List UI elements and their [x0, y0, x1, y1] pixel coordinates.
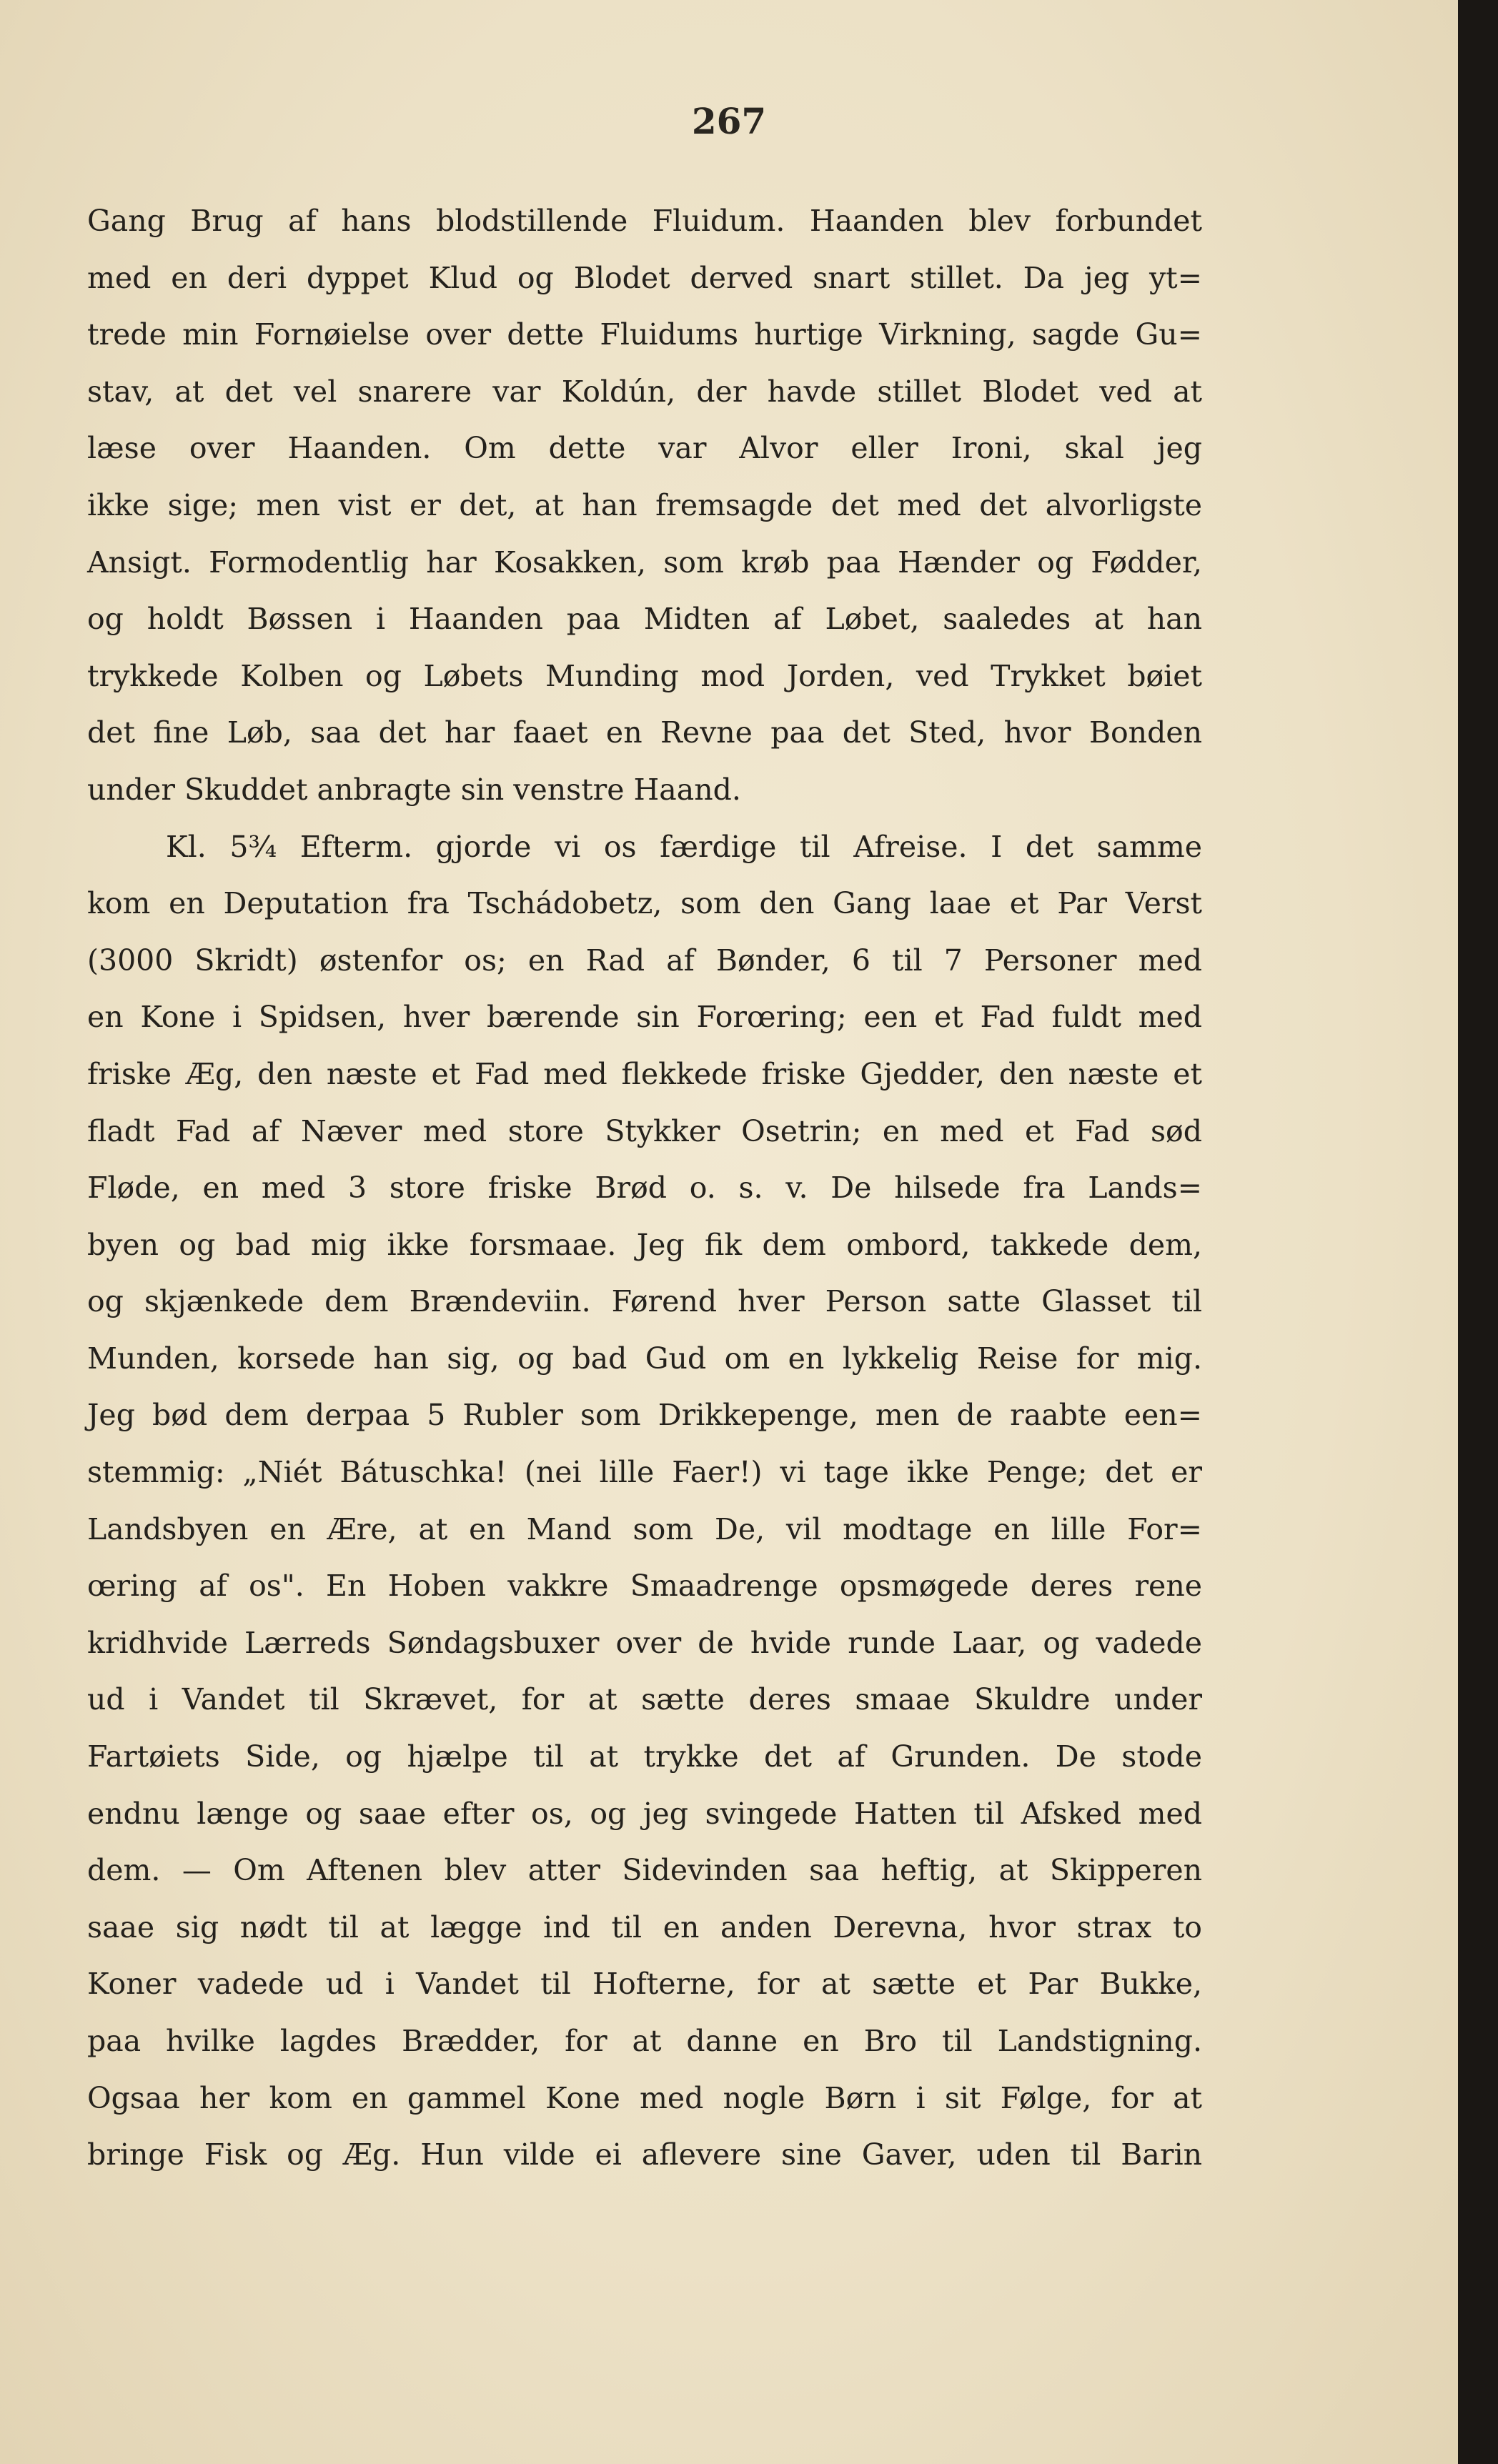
text-line: Fløde, en med 3 store friske Brød o. s. v. De hilsede fra Lands=	[87, 1171, 1202, 1206]
body-text	[87, 193, 1202, 2184]
text-line: bringe Fisk og Æg. Hun vilde ei aflevere sine Gaver, uden til Barin	[87, 2137, 1202, 2172]
text-line: og skjænkede dem Brændeviin. Førend hver Person satte Glasset til	[87, 1284, 1202, 1319]
text-line: Gang Brug af hans blodstillende Fluidum. Haanden blev forbundet	[87, 204, 1202, 238]
text-line: dem. — Om Aftenen blev atter Sidevinden saa heftig, at Skipperen	[87, 1853, 1202, 1888]
text-line: kridhvide Lærreds Søndagsbuxer over de hvide runde Laar, og vadede	[87, 1625, 1202, 1660]
text-line: læse over Haanden. Om dette var Alvor eller Ironi, skal jeg	[87, 431, 1202, 466]
text-line: saae sig nødt til at lægge ind til en anden Derevna, hvor strax to	[87, 1909, 1202, 1944]
text-line: œring af os". En Hoben vakkre Smaadrenge opsmøgede deres rene	[87, 1569, 1202, 1604]
text-line: friske Æg, den næste et Fad med flekkede friske Gjedder, den næste et	[87, 1056, 1202, 1091]
text-line: ikke sige; men vist er det, at han fremsagde det med det alvorligste	[87, 487, 1202, 522]
text-line: Kl. 5¾ Efterm. gjorde vi os færdige til Afreise. I det samme	[166, 829, 1202, 864]
text-line: og holdt Bøssen i Haanden paa Midten af Løbet, saaledes at han	[87, 602, 1202, 637]
text-line: byen og bad mig ikke forsmaae. Jeg fik dem ombord, takkede dem,	[87, 1227, 1202, 1262]
text-line: fladt Fad af Næver med store Stykker Osetrin; en med et Fad sød	[87, 1113, 1202, 1148]
text-line: paa hvilke lagdes Brædder, for at danne en Bro til Landstigning.	[87, 2024, 1202, 2058]
text-line: stemmig: „Niét Bátuschka! (nei lille Faer!) vi tage ikke Penge; det er	[87, 1455, 1202, 1490]
text-line: med en deri dyppet Klud og Blodet derved snart stillet. Da jeg yt=	[87, 260, 1202, 295]
text-line: kom en Deputation fra Tschádobetz, som den Gang laae et Par Verst	[87, 886, 1202, 921]
text-line: Ogsaa her kom en gammel Kone med nogle Børn i sit Følge, for at	[87, 2080, 1202, 2115]
text-line: trede min Fornøielse over dette Fluidums hurtige Virkning, sagde Gu=	[87, 317, 1202, 352]
text-line: Landsbyen en Ære, at en Mand som De, vil modtage en lille For=	[87, 1511, 1202, 1546]
text-line: endnu længe og saae efter os, og jeg svingede Hatten til Afsked med	[87, 1796, 1202, 1831]
text-line: Fartøiets Side, og hjælpe til at trykke det af Grunden. De stode	[87, 1739, 1202, 1774]
text-line: det fine Løb, saa det har faaet en Revne paa det Sted, hvor Bonden	[87, 715, 1202, 750]
text-line: (3000 Skridt) østenfor os; en Rad af Bønder, 6 til 7 Personer med	[87, 943, 1202, 978]
text-line: Munden, korsede han sig, og bad Gud om en lykkelig Reise for mig.	[87, 1341, 1202, 1376]
text-line: en Kone i Spidsen, hver bærende sin Forœring; een et Fad fuldt med	[87, 1000, 1202, 1035]
page-number: 267	[691, 100, 767, 142]
text-line: trykkede Kolben og Løbets Munding mod Jorden, ved Trykket bøiet	[87, 658, 1202, 693]
text-line: under Skuddet anbragte sin venstre Haand.	[87, 772, 741, 807]
text-line: Ansigt. Formodentlig har Kosakken, som krøb paa Hænder og Fødder,	[87, 545, 1202, 580]
text-line: stav, at det vel snarere var Koldún, der havde stillet Blodet ved at	[87, 374, 1202, 409]
text-line: Koner vadede ud i Vandet til Hofterne, for at sætte et Par Bukke,	[87, 1967, 1202, 2002]
text-line: Jeg bød dem derpaa 5 Rubler som Drikkepenge, men de raabte een=	[87, 1398, 1202, 1433]
text-line: ud i Vandet til Skrævet, for at sætte deres smaae Skuldre under	[87, 1682, 1202, 1717]
